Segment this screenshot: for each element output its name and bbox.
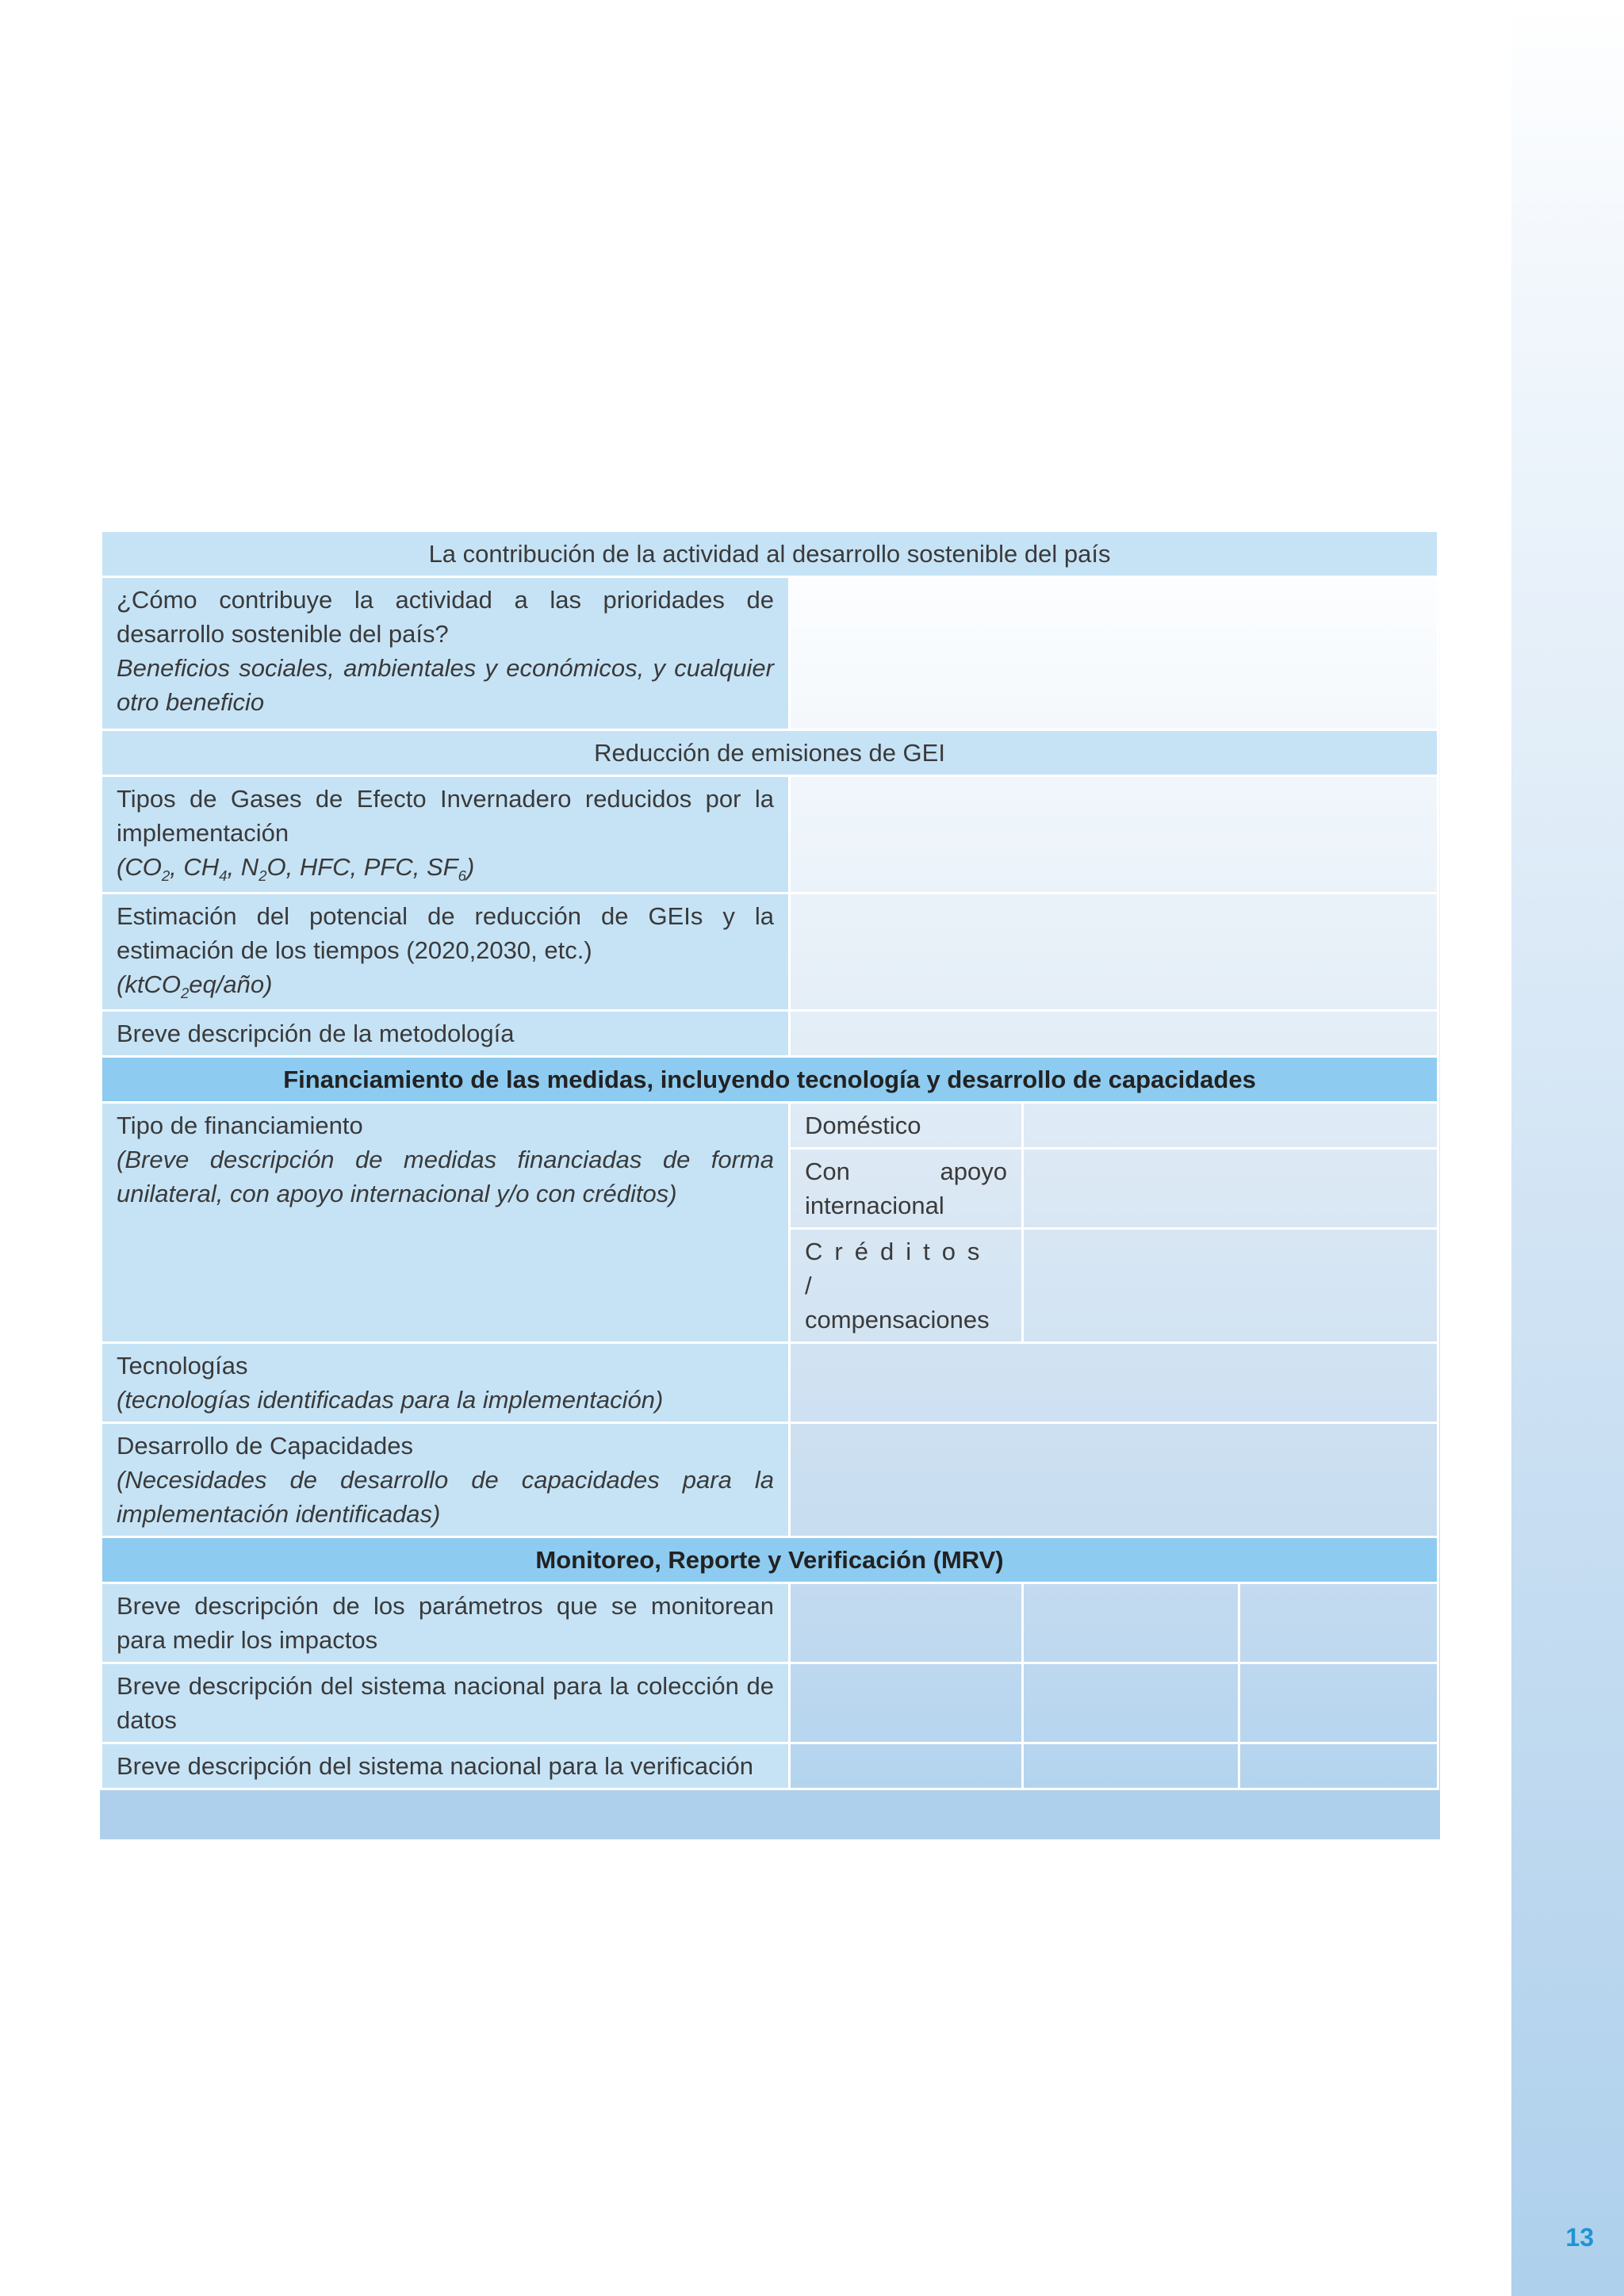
activity-form	[100, 530, 1440, 1839]
row-label-text: Breve descripción de la metodología	[102, 1011, 790, 1057]
answer-field-financing-domestic[interactable]	[1023, 1103, 1438, 1149]
section-title: Financiamiento de las medidas, incluyendo tecnología y desarrollo de capacidades	[102, 1057, 1438, 1103]
row-label	[102, 894, 790, 1011]
answer-field-methodology[interactable]	[790, 1011, 1438, 1057]
row-label-text: Breve descripción del sistema nacional para la verificación	[102, 1743, 790, 1789]
row-label	[102, 776, 790, 894]
row-label	[102, 1103, 790, 1343]
section-header-financing	[102, 1057, 1438, 1103]
answer-field-mrv-parameters-3[interactable]	[1239, 1583, 1438, 1663]
answer-field-mrv-verification-2[interactable]	[1023, 1743, 1239, 1789]
financing-option-international: Con apoyo internacional	[790, 1149, 1023, 1229]
financing-option-domestic: Doméstico	[790, 1103, 1023, 1149]
section-title: Monitoreo, Reporte y Verificación (MRV)	[102, 1537, 1438, 1583]
answer-field-mrv-data-collection-1[interactable]	[790, 1663, 1023, 1743]
row-label-note: (Necesidades de desarrollo de capacidades para la implementación identificadas)	[117, 1466, 774, 1528]
form-row-ghg-potential	[102, 894, 1438, 1011]
answer-field-development-contribution[interactable]	[790, 577, 1438, 730]
form-row-ghg-types	[102, 776, 1438, 894]
form-row-mrv-verification	[102, 1743, 1438, 1789]
side-gradient-strip	[1511, 0, 1624, 2296]
answer-field-technologies[interactable]	[790, 1343, 1438, 1423]
form-row-methodology	[102, 1011, 1438, 1057]
answer-field-mrv-verification-3[interactable]	[1239, 1743, 1438, 1789]
row-label-text: Estimación del potencial de reducción de GEIs y la estimación de los tiempos (2020,2030, etc.)	[117, 902, 774, 964]
form-row-mrv-parameters	[102, 1583, 1438, 1663]
section-header-sustainable-development	[102, 531, 1438, 577]
form-row-capacity	[102, 1423, 1438, 1537]
row-label-text: Desarrollo de Capacidades	[117, 1432, 413, 1460]
page-number: 13	[1565, 2223, 1594, 2252]
answer-field-ghg-potential[interactable]	[790, 894, 1438, 1011]
form-row-development-contribution	[102, 577, 1438, 730]
form-footer-band	[100, 1790, 1440, 1839]
row-label-text: Tipos de Gases de Efecto Invernadero reducidos por la implementación	[117, 785, 774, 847]
section-header-mrv	[102, 1537, 1438, 1583]
form-row-mrv-data-collection	[102, 1663, 1438, 1743]
answer-field-financing-credits[interactable]	[1023, 1229, 1438, 1343]
row-label-text: Breve descripción de los parámetros que se monitorean para medir los impactos	[102, 1583, 790, 1663]
answer-field-capacity[interactable]	[790, 1423, 1438, 1537]
row-label-text: Tipo de financiamiento	[117, 1112, 363, 1139]
activity-form-table	[100, 530, 1439, 1790]
answer-field-mrv-parameters-1[interactable]	[790, 1583, 1023, 1663]
answer-field-mrv-data-collection-2[interactable]	[1023, 1663, 1239, 1743]
row-label	[102, 577, 790, 730]
answer-field-financing-international[interactable]	[1023, 1149, 1438, 1229]
row-label	[102, 1343, 790, 1423]
answer-field-mrv-data-collection-3[interactable]	[1239, 1663, 1438, 1743]
form-row-financing-domestic	[102, 1103, 1438, 1149]
section-title: Reducción de emisiones de GEI	[102, 730, 1438, 776]
row-label-note: ($CO_2$, $CH_4$, $N_2O$, HFC, PFC, $SF_6$)	[117, 853, 475, 885]
form-row-technologies	[102, 1343, 1438, 1423]
row-label-note: Beneficios sociales, ambientales y económicos, y cualquier otro beneficio	[117, 654, 774, 716]
answer-field-mrv-parameters-2[interactable]	[1023, 1583, 1239, 1663]
financing-option-credits: Créditos / compensaciones	[790, 1229, 1023, 1343]
row-label-text: ¿Cómo contribuye la actividad a las prioridades de desarrollo sostenible del país?	[117, 586, 774, 648]
row-label	[102, 1423, 790, 1537]
section-title: La contribución de la actividad al desarrollo sostenible del país	[102, 531, 1438, 577]
row-label-text: Tecnologías	[117, 1352, 248, 1380]
row-label-note: (tecnologías identificadas para la implementación)	[117, 1386, 664, 1414]
row-label-note: (ktCO$_2$eq/año)	[117, 970, 273, 1002]
answer-field-ghg-types[interactable]	[790, 776, 1438, 894]
section-header-ghg-reduction	[102, 730, 1438, 776]
row-label-text: Breve descripción del sistema nacional para la colección de datos	[102, 1663, 790, 1743]
answer-field-mrv-verification-1[interactable]	[790, 1743, 1023, 1789]
row-label-note: (Breve descripción de medidas financiadas de forma unilateral, con apoyo internacional y/o con créditos)	[117, 1146, 774, 1207]
